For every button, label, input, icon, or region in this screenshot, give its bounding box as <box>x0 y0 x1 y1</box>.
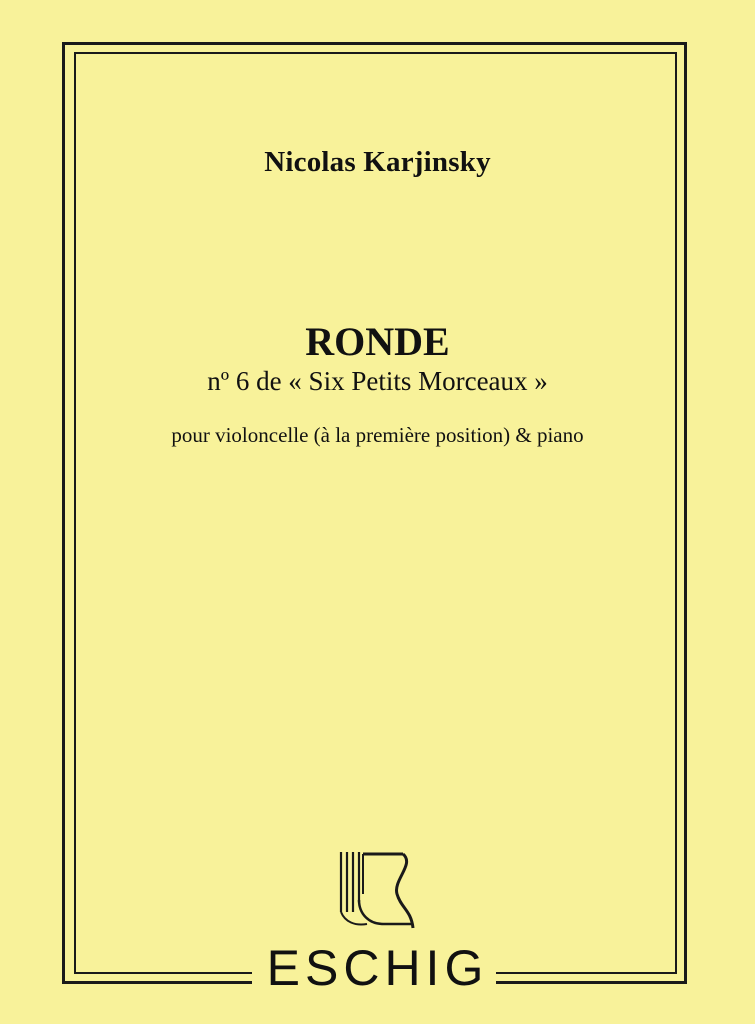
composer-name: Nicolas Karjinsky <box>264 146 491 178</box>
inner-border-frame <box>74 52 677 974</box>
publisher-name: ESCHIG <box>266 940 489 996</box>
eschig-harp-logo-icon <box>333 850 419 930</box>
piece-title: RONDE <box>305 319 450 364</box>
piece-subtitle: nº 6 de « Six Petits Morceaux » <box>207 366 548 396</box>
instrumentation-line: pour violoncelle (à la première position) & piano <box>171 423 584 447</box>
